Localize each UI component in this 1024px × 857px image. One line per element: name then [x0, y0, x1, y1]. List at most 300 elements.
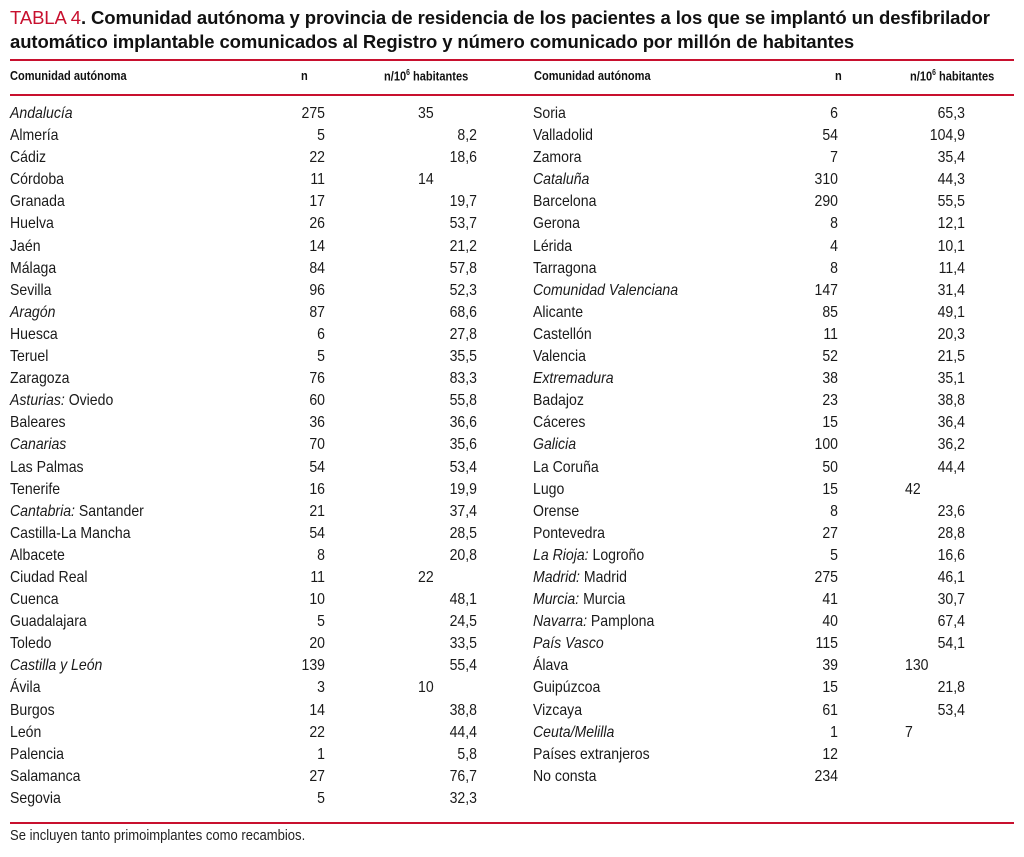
table-row	[10, 280, 510, 302]
table-row	[10, 788, 510, 810]
region-name	[10, 655, 102, 677]
table-left-column	[10, 103, 510, 810]
region-name	[10, 280, 51, 302]
count-value: 139	[301, 657, 325, 675]
region-plain: Tarragona	[533, 259, 597, 277]
region-plain: Toledo	[10, 635, 52, 653]
region-name	[533, 567, 627, 589]
table-row	[533, 501, 1013, 523]
region-name	[533, 346, 586, 368]
region-name	[533, 280, 678, 302]
count-value: 5	[317, 127, 325, 145]
region-name	[533, 655, 568, 677]
region-italic: Ceuta/Melilla	[533, 723, 615, 741]
table-row	[10, 324, 510, 346]
region-plain: Badajoz	[533, 392, 584, 410]
rate-value: 12,1	[937, 215, 965, 233]
rate-value: 20,8	[449, 546, 477, 564]
count-value: 100	[814, 436, 838, 454]
region-italic: Canarias	[10, 436, 67, 454]
rate-value: 57,8	[449, 259, 477, 277]
region-plain: Segovia	[10, 789, 61, 807]
rate-value: 53,4	[449, 458, 477, 476]
table-row	[533, 236, 1013, 258]
table-row	[10, 412, 510, 434]
rate-value: 7	[905, 723, 913, 741]
count-value: 12	[822, 745, 838, 763]
region-plain: Alicante	[533, 303, 584, 321]
rate-value: 35,4	[937, 149, 965, 167]
rate-value: 33,5	[449, 635, 477, 653]
count-value: 21	[309, 502, 325, 520]
rate-value: 48,1	[449, 591, 477, 609]
region-italic: Castilla y León	[10, 657, 103, 675]
rate-value: 38,8	[937, 392, 965, 410]
count-value: 310	[814, 171, 838, 189]
count-value: 5	[317, 613, 325, 631]
table-row	[10, 258, 510, 280]
count-value: 234	[814, 767, 838, 785]
count-value: 15	[822, 480, 838, 498]
table-title-text: . Comunidad autónoma y provincia de residencia de los pacientes a los que se implantó un desfibrilador automático implantable comunicados al Registro y número comunicado por millón de habitantes	[10, 7, 990, 52]
region-plain: Sevilla	[10, 281, 52, 299]
table-row	[533, 213, 1013, 235]
region-plain: Salamanca	[10, 767, 81, 785]
region-italic: Comunidad Valenciana	[533, 281, 679, 299]
region-name	[10, 236, 41, 258]
header-rate-suffix: habitantes	[935, 68, 995, 84]
count-value: 22	[309, 723, 325, 741]
region-plain: Cáceres	[533, 414, 586, 432]
region-name	[10, 368, 69, 390]
region-plain: Lugo	[533, 480, 565, 498]
region-name	[10, 567, 87, 589]
table-row	[10, 633, 510, 655]
count-value: 20	[309, 635, 325, 653]
count-value: 290	[814, 193, 838, 211]
count-value: 61	[822, 701, 838, 719]
count-value: 1	[317, 745, 325, 763]
count-value: 11	[823, 325, 838, 343]
region-plain: Huelva	[10, 215, 54, 233]
region-name	[533, 633, 604, 655]
table-row	[10, 479, 510, 501]
region-name	[10, 103, 73, 125]
region-plain: Pontevedra	[533, 524, 606, 542]
region-plain: Valladolid	[533, 127, 594, 145]
region-name	[10, 169, 64, 191]
count-value: 17	[309, 193, 325, 211]
count-value: 60	[309, 392, 325, 410]
count-value: 50	[822, 458, 838, 476]
region-plain: Castellón	[533, 325, 592, 343]
header-region-left: Comunidad autónoma	[10, 68, 127, 83]
header-region-right: Comunidad autónoma	[534, 68, 651, 83]
region-name	[533, 766, 596, 788]
region-name	[10, 324, 58, 346]
rate-value: 55,4	[449, 657, 477, 675]
table-row	[10, 501, 510, 523]
count-value: 5	[317, 789, 325, 807]
rate-value: 35,1	[937, 370, 965, 388]
rate-value: 20,3	[937, 325, 965, 343]
count-value: 85	[822, 303, 838, 321]
region-plain: Orense	[533, 502, 580, 520]
region-name	[10, 412, 66, 434]
count-value: 38	[822, 370, 838, 388]
table-row	[533, 280, 1013, 302]
region-plain: Málaga	[10, 259, 57, 277]
rate-value: 44,3	[937, 171, 965, 189]
rate-value: 65,3	[937, 105, 965, 122]
table-row	[533, 368, 1013, 390]
rate-value: 30,7	[937, 591, 965, 609]
region-name	[10, 700, 55, 722]
region-name	[10, 545, 65, 567]
region-name	[533, 700, 582, 722]
region-plain: Las Palmas	[10, 458, 84, 476]
region-name	[10, 258, 56, 280]
region-plain: Álava	[533, 657, 569, 675]
region-plain: Logroño	[588, 546, 645, 564]
table-row	[10, 169, 510, 191]
region-plain: Baleares	[10, 414, 66, 432]
region-name	[10, 633, 51, 655]
table-row	[533, 125, 1013, 147]
count-value: 14	[309, 701, 325, 719]
table-row	[533, 633, 1013, 655]
rate-value: 37,4	[449, 502, 477, 520]
rate-value: 55,5	[937, 193, 965, 211]
table-row	[10, 611, 510, 633]
rate-value: 21,8	[937, 679, 965, 697]
region-plain: Ciudad Real	[10, 568, 88, 586]
rate-value: 68,6	[449, 303, 477, 321]
rate-value: 19,9	[449, 480, 477, 498]
table-row	[533, 700, 1013, 722]
region-name	[10, 147, 46, 169]
rate-value: 52,3	[449, 281, 477, 299]
table-row	[533, 103, 1013, 125]
region-plain: Madrid	[579, 568, 627, 586]
table-row	[10, 722, 510, 744]
header-rate-prefix: n/10	[910, 68, 933, 84]
region-name	[10, 346, 48, 368]
region-plain: Valencia	[533, 348, 586, 366]
region-plain: Cádiz	[10, 149, 46, 167]
region-name	[10, 766, 80, 788]
count-value: 27	[822, 524, 838, 542]
table-row	[10, 147, 510, 169]
count-value: 275	[814, 568, 838, 586]
table-row	[533, 434, 1013, 456]
table-row	[533, 589, 1013, 611]
rate-value: 11,4	[938, 259, 965, 277]
rate-value: 104,9	[929, 127, 965, 145]
rate-value: 21,2	[449, 237, 477, 255]
region-name	[533, 457, 599, 479]
region-name	[10, 479, 60, 501]
region-plain: Murcia	[579, 591, 626, 609]
table-row	[533, 722, 1013, 744]
table-row	[533, 545, 1013, 567]
rate-value: 67,4	[937, 613, 965, 631]
count-value: 3	[317, 679, 325, 697]
region-name	[533, 722, 614, 744]
table-row	[10, 213, 510, 235]
count-value: 54	[309, 524, 325, 542]
rate-value: 28,5	[449, 524, 477, 542]
count-value: 54	[309, 458, 325, 476]
rate-value: 53,4	[937, 701, 965, 719]
rate-value: 19,7	[449, 193, 477, 211]
rate-value: 5,8	[457, 745, 477, 763]
region-plain: Ávila	[10, 679, 41, 697]
region-italic: Andalucía	[10, 105, 73, 122]
table-row	[533, 324, 1013, 346]
count-value: 14	[309, 237, 325, 255]
region-plain: Zamora	[533, 149, 582, 167]
region-name	[533, 611, 654, 633]
region-plain: Jaén	[10, 237, 41, 255]
count-value: 5	[317, 348, 325, 366]
table-label: TABLA 4	[10, 7, 81, 28]
region-italic: La Rioja:	[533, 546, 589, 564]
count-value: 23	[822, 392, 838, 410]
region-plain: Gerona	[533, 215, 580, 233]
count-value: 40	[822, 613, 838, 631]
rate-value: 36,6	[449, 414, 477, 432]
region-name	[10, 191, 65, 213]
region-name	[533, 744, 650, 766]
count-value: 5	[830, 546, 838, 564]
table-row	[10, 346, 510, 368]
table-row	[533, 523, 1013, 545]
region-name	[533, 434, 576, 456]
region-name	[533, 368, 614, 390]
rate-value: 46,1	[937, 568, 965, 586]
rate-value: 53,7	[449, 215, 477, 233]
region-plain: Lérida	[533, 237, 573, 255]
table-row	[533, 457, 1013, 479]
table-row	[10, 523, 510, 545]
table-row	[533, 655, 1013, 677]
region-italic: Galicia	[533, 436, 577, 454]
header-rate-right	[910, 68, 994, 83]
rate-value: 28,8	[937, 524, 965, 542]
count-value: 76	[309, 370, 325, 388]
rate-value: 21,5	[937, 348, 965, 366]
rate-value: 49,1	[937, 303, 965, 321]
region-plain: Países extranjeros	[533, 745, 650, 763]
region-name	[533, 147, 582, 169]
region-name	[533, 103, 566, 125]
rate-value: 130	[905, 657, 929, 675]
rate-value: 27,8	[449, 325, 477, 343]
count-value: 87	[309, 303, 325, 321]
count-value: 96	[309, 281, 325, 299]
region-name	[533, 191, 596, 213]
count-value: 26	[309, 215, 325, 233]
rate-value: 8,2	[457, 127, 477, 145]
region-name	[10, 677, 41, 699]
count-value: 27	[309, 767, 325, 785]
count-value: 115	[815, 635, 838, 653]
table-row	[533, 412, 1013, 434]
region-italic: Cataluña	[533, 171, 590, 189]
table-row	[10, 655, 510, 677]
region-name	[533, 677, 600, 699]
rate-value: 16,6	[937, 546, 965, 564]
table-row	[533, 346, 1013, 368]
rate-value: 22	[418, 568, 434, 586]
rate-value: 44,4	[937, 458, 965, 476]
region-plain: Córdoba	[10, 171, 65, 189]
region-name	[10, 744, 64, 766]
rate-value: 10,1	[937, 237, 965, 255]
count-value: 70	[309, 436, 325, 454]
count-value: 36	[309, 414, 325, 432]
table-row	[10, 191, 510, 213]
rate-value: 31,4	[937, 281, 965, 299]
region-plain: Huesca	[10, 325, 58, 343]
table-row	[533, 766, 1013, 788]
header-rule	[10, 94, 1014, 96]
count-value: 52	[822, 348, 838, 366]
rate-value: 14	[418, 171, 434, 189]
region-plain: Palencia	[10, 745, 65, 763]
count-value: 8	[830, 502, 838, 520]
region-plain: Pamplona	[586, 613, 655, 631]
region-plain: Oviedo	[64, 392, 114, 410]
table-row	[533, 147, 1013, 169]
region-name	[533, 213, 580, 235]
table-row	[10, 236, 510, 258]
count-value: 8	[830, 259, 838, 277]
header-rate-suffix: habitantes	[409, 68, 469, 84]
region-plain: Vizcaya	[533, 701, 583, 719]
table-row	[533, 611, 1013, 633]
region-name	[533, 589, 625, 611]
count-value: 147	[814, 281, 838, 299]
region-name	[533, 169, 589, 191]
table-row	[10, 390, 510, 412]
region-plain: Albacete	[10, 546, 65, 564]
region-name	[10, 589, 59, 611]
table-row	[10, 302, 510, 324]
rate-value: 36,4	[937, 414, 965, 432]
table-row	[533, 567, 1013, 589]
table-row	[533, 169, 1013, 191]
region-plain: Barcelona	[533, 193, 597, 211]
region-name	[10, 457, 84, 479]
table-row	[533, 744, 1013, 766]
region-plain: La Coruña	[533, 458, 599, 476]
footnote: Se incluyen tanto primoimplantes como recambios.	[10, 828, 306, 844]
top-rule	[10, 59, 1014, 61]
region-plain: Santander	[74, 502, 144, 520]
region-plain: No consta	[533, 767, 597, 785]
region-plain: León	[10, 723, 42, 741]
table-row	[10, 677, 510, 699]
count-value: 1	[830, 723, 838, 741]
count-value: 22	[309, 149, 325, 167]
header-n-right: n	[835, 68, 842, 83]
rate-value: 32,3	[449, 789, 477, 807]
region-name	[533, 545, 644, 567]
rate-value: 54,1	[937, 635, 965, 653]
table-row	[533, 677, 1013, 699]
region-name	[533, 125, 593, 147]
count-value: 7	[830, 149, 838, 167]
table-row	[533, 258, 1013, 280]
rate-value: 83,3	[449, 370, 477, 388]
table-row	[10, 700, 510, 722]
count-value: 8	[830, 215, 838, 233]
rate-value: 36,2	[937, 436, 965, 454]
region-plain: Tenerife	[10, 480, 61, 498]
region-italic: Cantabria:	[10, 502, 75, 520]
count-value: 6	[317, 325, 325, 343]
rate-value: 76,7	[449, 767, 477, 785]
region-plain: Guipúzcoa	[533, 679, 601, 697]
region-italic: Extremadura	[533, 370, 614, 388]
region-name	[533, 324, 592, 346]
count-value: 84	[309, 259, 325, 277]
rate-value: 38,8	[449, 701, 477, 719]
count-value: 11	[310, 171, 325, 189]
table-row	[10, 744, 510, 766]
rate-value: 24,5	[449, 613, 477, 631]
rate-value: 35,5	[449, 348, 477, 366]
table-row	[10, 125, 510, 147]
region-name	[533, 236, 572, 258]
region-name	[10, 125, 59, 147]
rate-value: 35	[418, 105, 434, 122]
region-plain: Teruel	[10, 348, 49, 366]
region-name	[533, 479, 564, 501]
table-right-column	[533, 103, 1013, 788]
region-plain: Castilla-La Mancha	[10, 524, 131, 542]
count-value: 4	[830, 237, 838, 255]
bottom-rule	[10, 822, 1014, 824]
region-italic: País Vasco	[533, 635, 604, 653]
count-value: 11	[310, 568, 325, 586]
rate-value: 35,6	[449, 436, 477, 454]
rate-value: 18,6	[449, 149, 477, 167]
region-name	[10, 611, 87, 633]
region-plain: Soria	[533, 105, 566, 122]
table-row	[10, 103, 510, 125]
rate-value: 23,6	[937, 502, 965, 520]
count-value: 15	[822, 679, 838, 697]
rate-value: 42	[905, 480, 921, 498]
region-plain: Zaragoza	[10, 370, 70, 388]
region-name	[533, 523, 605, 545]
region-plain: Almería	[10, 127, 59, 145]
region-name	[533, 302, 583, 324]
count-value: 8	[317, 546, 325, 564]
header-n-left: n	[301, 68, 308, 83]
table-row	[10, 368, 510, 390]
region-name	[533, 258, 596, 280]
region-name	[533, 390, 584, 412]
header-rate-prefix: n/10	[384, 68, 407, 84]
count-value: 54	[822, 127, 838, 145]
region-name	[10, 302, 55, 324]
table-row	[533, 191, 1013, 213]
region-italic: Asturias:	[10, 392, 65, 410]
